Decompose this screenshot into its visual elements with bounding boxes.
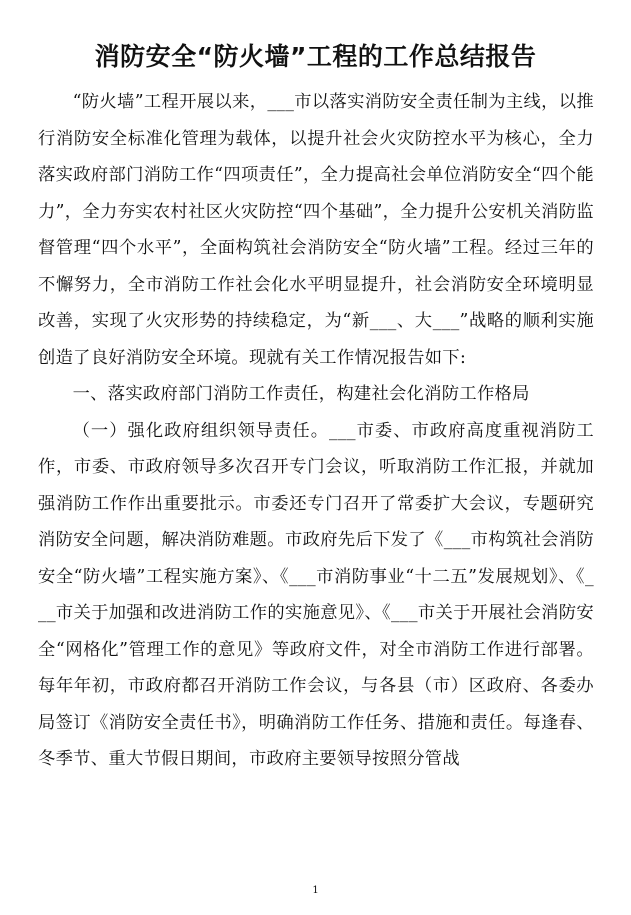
document-body: [38, 84, 594, 778]
intro-paragraph: “防火墙”工程开展以来，___市以落实消防安全责任制为主线，以推行消防安全标准化管理为载体，以提升社会火灾防控水平为核心，全力落实政府部门消防工作“四项责任”，全力提高社会单位消防安全“四个能力”，全力夯实农村社区火灾防控“四个基础”，全力提升公安机关消防监督管理“四个水平”，全面构筑社会消防安全“防火墙”工程。经过三年的不懈努力，全市消防工作社会化水平明显提升，社会消防安全环境明显改善，实现了火灾形势的持续稳定，为“新___、大___”战略的顺利实施创造了良好消防安全环境。现就有关工作情况报告如下:: [38, 92, 594, 368]
page-number: 1: [312, 885, 319, 896]
document-title: 消防安全“防火墙”工程的工作总结报告: [94, 42, 537, 71]
section-heading-1: 一、落实政府部门消防工作责任，构建社会化消防工作格局: [72, 384, 530, 404]
subsection-paragraph-1: （一）强化政府组织领导责任。___市委、市政府高度重视消防工作，市委、市政府领导多次召开专门会议，听取消防工作汇报，并就加强消防工作作出重要批示。市委还专门召开了常委扩大会议，专题研究消防安全问题，解决消防难题。市政府先后下发了《___市构筑社会消防安全“防火墙”工程实施方案》、《___市消防事业“十二五”发展规划》、《___市关于加强和改进消防工作的实施意见》、《___市关于开展社会消防安全“网格化”管理工作的意见》等政府文件，对全市消防工作进行部署。每年年初，市政府都召开消防工作会议，与各县（市）区政府、各委办局签订《消防安全责任书》，明确消防工作任务、措施和责任。每逢春、冬季节、重大节假日期间，市政府主要领导按照分管战: [38, 420, 594, 769]
